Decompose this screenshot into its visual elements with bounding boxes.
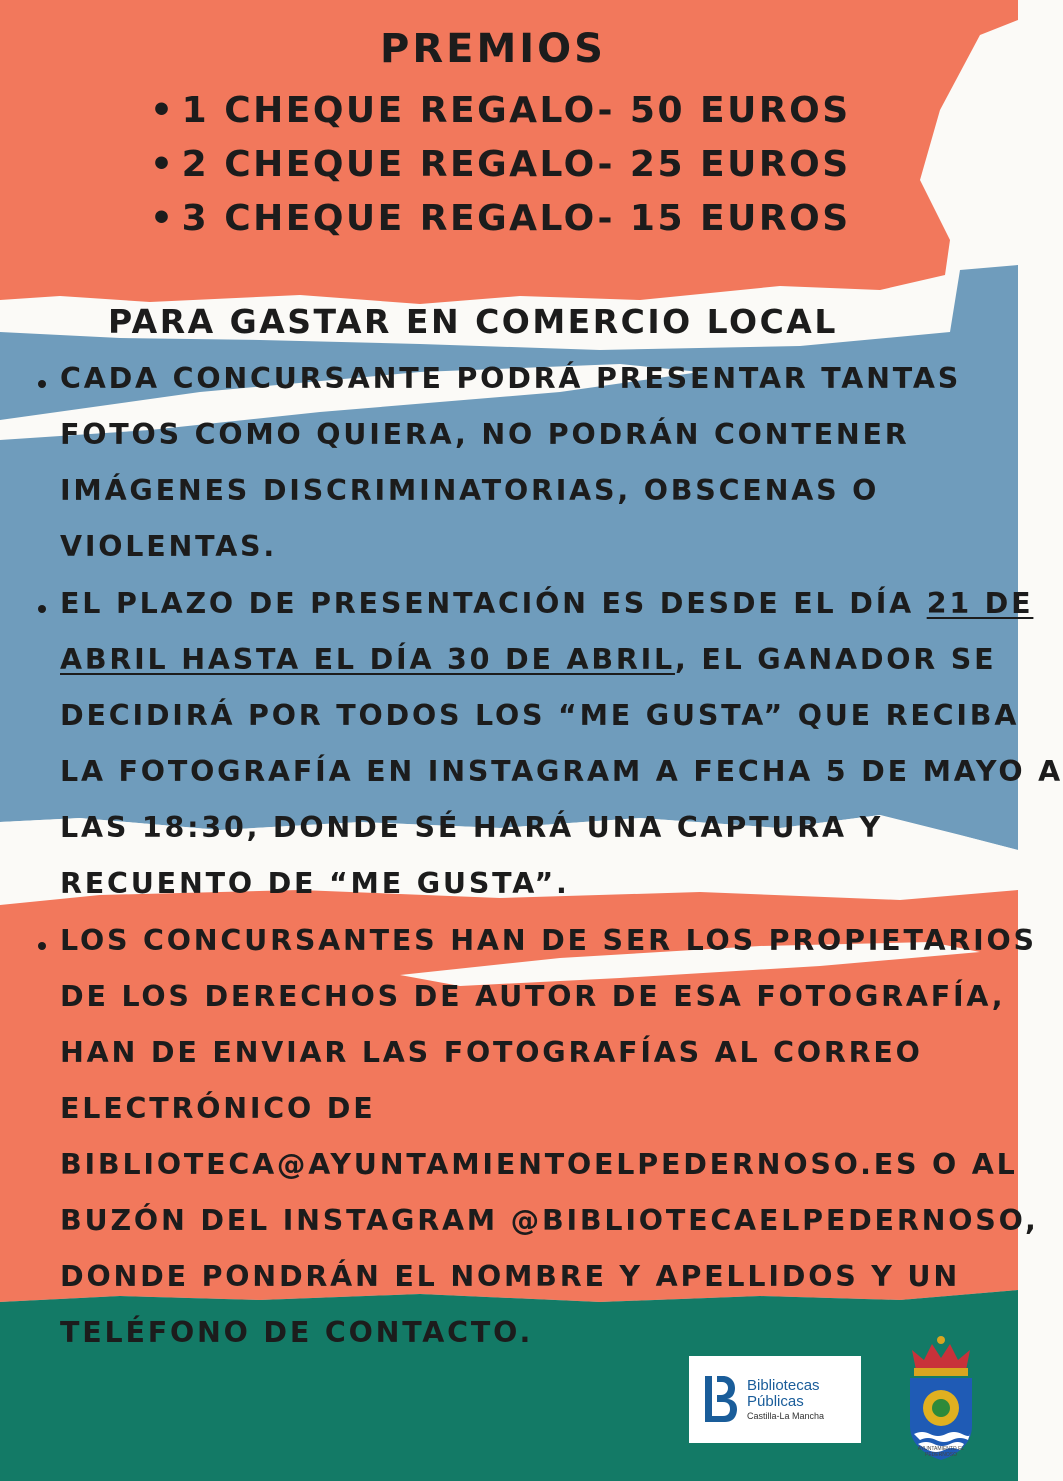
rule-2-line-2-text: , EL GANADOR SE — [674, 643, 997, 676]
crest-caption: AYUNTAMIENTO EL PEDERNOSO — [917, 1446, 965, 1458]
rule-3-line-5: BIBLIOTECA@AYUNTAMIENTOELPEDERNOSO.ES O AL — [60, 1148, 1018, 1181]
bibliotecas-publicas-logo — [689, 1356, 861, 1443]
rule-3-bullet — [38, 942, 46, 950]
rule-1-bullet — [38, 380, 46, 388]
prize-item-1-text: 1 CHEQUE REGALO- 50 EUROS — [181, 90, 851, 131]
rule-3-line-8: TELÉFONO DE CONTACTO. — [60, 1316, 534, 1349]
rule-3-line-6: BUZÓN DEL INSTAGRAM @BIBLIOTECAELPEDERNOSO, — [60, 1204, 1039, 1237]
prizes-title: PREMIOS — [380, 26, 606, 72]
rule-3-line-7: DONDE PONDRÁN EL NOMBRE Y APELLIDOS Y UN — [60, 1260, 961, 1293]
rule-2-end-date: ABRIL HASTA EL DÍA 30 DE ABRIL — [60, 643, 675, 676]
rule-1-line-2: FOTOS COMO QUIERA, NO PODRÁN CONTENER — [60, 418, 910, 451]
rule-2-line-4: LA FOTOGRAFÍA EN INSTAGRAM A FECHA 5 DE MAYO A — [60, 755, 1063, 788]
castilla-la-mancha-label: Castilla-La Mancha — [747, 1410, 825, 1421]
rule-1-line-3: IMÁGENES DISCRIMINATORIAS, OBSCENAS O — [60, 474, 880, 507]
rule-3-line-2: DE LOS DERECHOS DE AUTOR DE ESA FOTOGRAFÍA, — [60, 980, 1006, 1013]
prize-item-3-text: 3 CHEQUE REGALO- 15 EUROS — [181, 198, 851, 239]
rule-2-line-1-text: EL PLAZO DE PRESENTACIÓN ES DESDE EL DÍA — [60, 587, 927, 620]
prizes-subtitle: PARA GASTAR EN COMERCIO LOCAL — [108, 302, 838, 341]
prize-item-2: • 2 CHEQUE REGALO- 25 EUROS — [150, 144, 851, 185]
rule-2-line-5: LAS 18:30, DONDE SÉ HARÁ UNA CAPTURA Y — [60, 811, 884, 844]
rule-3-line-1: LOS CONCURSANTES HAN DE SER LOS PROPIETARIOS — [60, 924, 1037, 957]
rule-2-line-2 — [60, 643, 996, 676]
rule-2-start-date: 21 DE — [926, 587, 1034, 620]
rule-2-bullet — [38, 605, 46, 613]
rule-2-line-6: RECUENTO DE “ME GUSTA”. — [60, 867, 570, 900]
bibliotecas-b-icon — [703, 1372, 739, 1428]
rule-2-line-3: DECIDIRÁ POR TODOS LOS “ME GUSTA” QUE RECIBA — [60, 699, 1020, 732]
prize-item-2-text: 2 CHEQUE REGALO- 25 EUROS — [181, 144, 851, 185]
prize-item-1: • 1 CHEQUE REGALO- 50 EUROS — [150, 90, 851, 131]
rule-1-line-1: CADA CONCURSANTE PODRÁ PRESENTAR TANTAS — [60, 362, 962, 395]
rule-3-line-3: HAN DE ENVIAR LAS FOTOGRAFÍAS AL CORREO — [60, 1036, 923, 1069]
rule-3-line-4: ELECTRÓNICO DE — [60, 1092, 376, 1125]
rule-2-line-1 — [60, 587, 1033, 620]
bibliotecas-label: Bibliotecas — [747, 1377, 820, 1395]
rule-1-line-4: VIOLENTAS. — [60, 530, 278, 563]
prize-item-3: • 3 CHEQUE REGALO- 15 EUROS — [150, 198, 851, 239]
publicas-label: Públicas — [747, 1392, 804, 1410]
